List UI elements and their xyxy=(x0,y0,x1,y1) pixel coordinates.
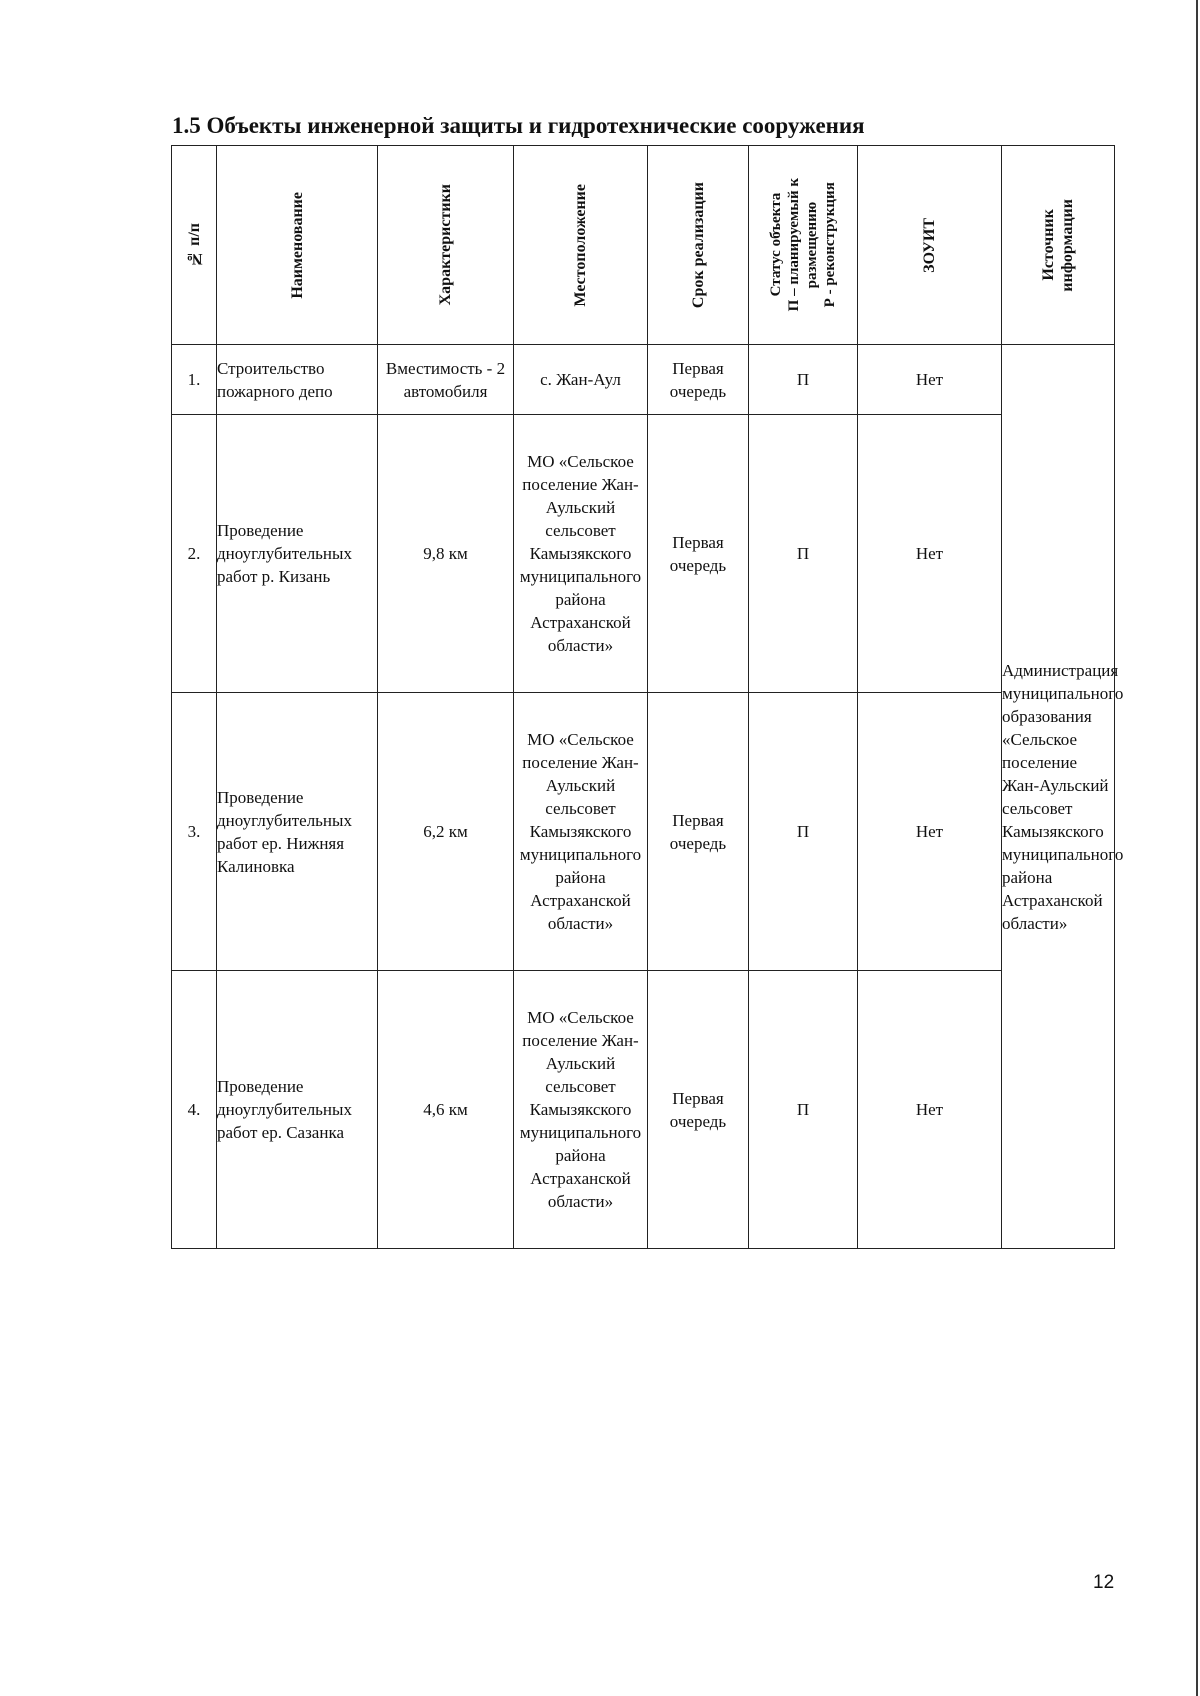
col-header-characteristics xyxy=(378,146,514,345)
implementation-term: Первая очередь xyxy=(648,345,749,415)
row-number: 4. xyxy=(172,971,217,1249)
information-source: Администрация муниципального образования «Сельское поселение Жан-Аульский сельсовет Камызякского муниципального района Астраханской области» xyxy=(1002,345,1115,1249)
object-characteristics: Вместимость - 2 автомобиля xyxy=(378,345,514,415)
zouit-value: Нет xyxy=(858,345,1002,415)
header-line: Срок реализации xyxy=(689,181,707,309)
col-header-name xyxy=(217,146,378,345)
object-status: П xyxy=(749,415,858,693)
page-edge-rule xyxy=(1196,0,1198,1696)
object-location: МО «Сельское поселение Жан-Аульский сельсовет Камызякского муниципального района Астраханской области» xyxy=(514,415,648,693)
col-header-source xyxy=(1002,146,1115,345)
header-line: ЗОУИТ xyxy=(921,217,938,273)
object-name: Проведение дноуглубительных работ ер. Нижняя Калиновка xyxy=(217,693,378,971)
zouit-value: Нет xyxy=(858,415,1002,693)
col-header-status xyxy=(749,146,858,345)
header-line: Местоположение xyxy=(572,183,589,307)
table-row xyxy=(172,345,1115,415)
row-number: 1. xyxy=(172,345,217,415)
object-name: Проведение дноуглубительных работ р. Кизань xyxy=(217,415,378,693)
zouit-value: Нет xyxy=(858,971,1002,1249)
col-header-term xyxy=(648,146,749,345)
header-line: Источник xyxy=(1040,209,1057,281)
object-status: П xyxy=(749,345,858,415)
object-location: МО «Сельское поселение Жан-Аульский сельсовет Камызякского муниципального района Астраханской области» xyxy=(514,693,648,971)
page-number: 12 xyxy=(1093,1572,1115,1593)
object-status: П xyxy=(749,693,858,971)
col-header-num xyxy=(172,146,217,345)
header-line: Характеристики xyxy=(437,184,454,306)
row-number: 2. xyxy=(172,415,217,693)
header-line: Статус объекта xyxy=(768,193,784,297)
header-line: П – планируемый к xyxy=(786,178,802,312)
row-number: 3. xyxy=(172,693,217,971)
table-header-row xyxy=(172,146,1115,345)
object-characteristics: 9,8 км xyxy=(378,415,514,693)
object-name: Проведение дноуглубительных работ ер. Сазанка xyxy=(217,971,378,1249)
implementation-term: Первая очередь xyxy=(648,971,749,1249)
objects-table xyxy=(171,145,1124,1249)
object-characteristics: 6,2 км xyxy=(378,693,514,971)
header-line: информации xyxy=(1059,198,1076,292)
implementation-term: Первая очередь xyxy=(648,415,749,693)
table-row xyxy=(172,693,1115,971)
header-line: Р - реконструкция xyxy=(822,182,838,308)
header-line: размещению xyxy=(804,201,820,289)
col-header-zouit xyxy=(858,146,1002,345)
implementation-term: Первая очередь xyxy=(648,693,749,971)
table-row xyxy=(172,415,1115,693)
object-location: с. Жан-Аул xyxy=(514,345,648,415)
object-characteristics: 4,6 км xyxy=(378,971,514,1249)
object-name: Строительство пожарного депо xyxy=(217,345,378,415)
header-line: № п/п xyxy=(185,223,203,267)
col-header-location xyxy=(514,146,648,345)
zouit-value: Нет xyxy=(858,693,1002,971)
table-row xyxy=(172,971,1115,1249)
object-status: П xyxy=(749,971,858,1249)
object-location: МО «Сельское поселение Жан-Аульский сельсовет Камызякского муниципального района Астраханской области» xyxy=(514,971,648,1249)
header-line: Наименование xyxy=(288,191,306,299)
section-heading: 1.5 Объекты инженерной защиты и гидротехнические сооружения xyxy=(172,113,865,138)
